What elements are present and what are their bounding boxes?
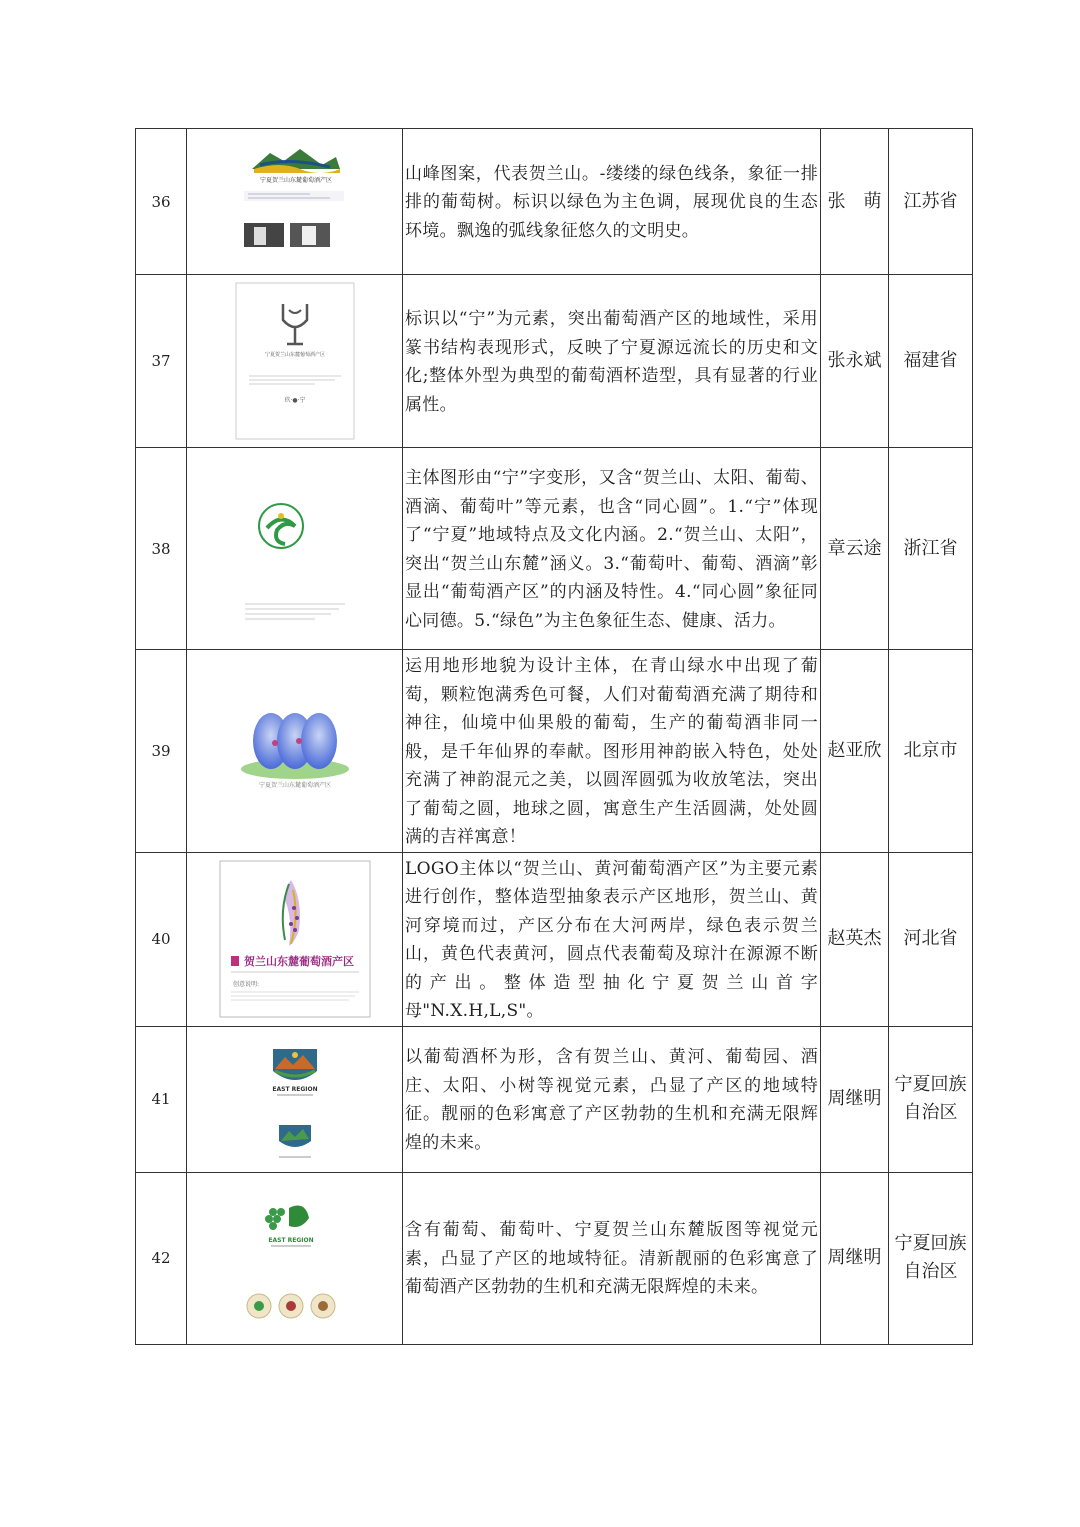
logo-image xyxy=(187,448,403,650)
grape-orbs-logo-icon xyxy=(235,701,355,801)
logo-image xyxy=(187,650,403,853)
designer-province: 宁夏回族自治区 xyxy=(889,1172,973,1344)
logo-note: 创意说明: xyxy=(232,981,259,988)
designer-province: 宁夏回族自治区 xyxy=(889,1026,973,1172)
entries-table xyxy=(135,128,973,1345)
designer-name: 周继明 xyxy=(821,1172,889,1344)
design-description: LOGO主体以“贺兰山、黄河葡萄酒产区”为主要元素进行创作，整体造型抽象表示产区地形，贺兰山、黄河穿境而过，产区分布在大河两岸，绿色表示贺兰山，黄色代表黄河，圆点代表葡萄及琼汁在源源不断的产出。整体造型抽化宁夏贺兰山首字母"N.X.H,L,S"。 xyxy=(403,852,821,1026)
design-description: 运用地形地貌为设计主体，在青山绿水中出现了葡萄，颗粒饱满秀色可餐，人们对葡萄酒充满了期待和神往，仙境中仙果般的葡萄，生产的葡萄酒非同一般，是千年仙界的奉献。图形用神韵嵌入特色，处处充满了神韵混元之美，以圆浑圆弧为收放笔法，突出了葡萄之圆，地球之圆，寓意生产生活圆满，处处圆满的吉祥寓意！ xyxy=(403,650,821,853)
entry-number: 36 xyxy=(136,129,187,275)
logo-caption: EAST REGION xyxy=(267,1237,314,1244)
entry-number: 40 xyxy=(136,852,187,1026)
designer-province: 浙江省 xyxy=(889,448,973,650)
logo-image xyxy=(187,852,403,1026)
designer-province: 河北省 xyxy=(889,852,973,1026)
logo-image xyxy=(187,275,403,448)
logo-image xyxy=(187,1026,403,1172)
table-row xyxy=(136,1172,973,1344)
logo-caption: 宁夏贺兰山东麓葡萄酒产区 xyxy=(258,781,331,789)
designer-name: 赵英杰 xyxy=(821,852,889,1026)
designer-name: 章云途 xyxy=(821,448,889,650)
table-row xyxy=(136,650,973,853)
logo-caption: 宁夏贺兰山东麓葡萄酒产区 xyxy=(264,352,325,358)
entry-number: 41 xyxy=(136,1026,187,1172)
mountain-logo-icon xyxy=(240,147,350,257)
design-description: 主体图形由“宁”字变形，又含“贺兰山、太阳、葡萄、酒滴、葡萄叶”等元素，也含“同心圆”。1.“宁”体现了“宁夏”地域特点及文化内涵。2.“贺兰山、太阳”，突出“贺兰山东麓”涵义。3.“葡萄叶、葡萄、酒滴”彰显出“葡萄酒产区”的内涵及特性。4.“同心圆”象征同心同德。5.“绿色”为主色象征生态、健康、活力。 xyxy=(403,448,821,650)
logo-image xyxy=(187,129,403,275)
designer-province: 江苏省 xyxy=(889,129,973,275)
designer-name: 张永斌 xyxy=(821,275,889,448)
designer-province: 北京市 xyxy=(889,650,973,853)
designer-name: 张 萌 xyxy=(821,129,889,275)
design-description: 以葡萄酒杯为形，含有贺兰山、黄河、葡萄园、酒庄、太阳、小树等视觉元素，凸显了产区的地域特征。靓丽的色彩寓意了产区勃勃的生机和充满无限辉煌的未来。 xyxy=(403,1026,821,1172)
logo-caption: 宁夏贺兰山东麓葡萄酒产区 xyxy=(259,176,332,184)
logo-caption: 贺兰山东麓葡萄酒产区 xyxy=(243,955,354,968)
table-row xyxy=(136,275,973,448)
table-row xyxy=(136,852,973,1026)
wine-glass-logo-icon xyxy=(235,282,355,440)
purple-feather-logo-icon xyxy=(219,860,371,1018)
grape-leaf-logo-icon xyxy=(235,1178,355,1338)
designer-name: 周继明 xyxy=(821,1026,889,1172)
table-row xyxy=(136,1026,973,1172)
logo-footer: 玖·●·宁 xyxy=(283,397,306,404)
logo-image xyxy=(187,1172,403,1344)
table-row xyxy=(136,129,973,275)
green-circle-logo-icon xyxy=(235,464,355,634)
designer-province: 福建省 xyxy=(889,275,973,448)
design-description: 山峰图案，代表贺兰山。-缕缕的绿色线条，象征一排排的葡萄树。标识以绿色为主色调，展现优良的生态环境。飘逸的弧线象征悠久的文明史。 xyxy=(403,129,821,275)
designer-name: 赵亚欣 xyxy=(821,650,889,853)
logo-caption: EAST REGION xyxy=(271,1086,318,1093)
entry-number: 38 xyxy=(136,448,187,650)
entry-number: 39 xyxy=(136,650,187,853)
design-description: 标识以“宁”为元素，突出葡萄酒产区的地域性，采用篆书结构表现形式，反映了宁夏源远流长的历史和文化;整体外型为典型的葡萄酒杯造型，具有显著的行业属性。 xyxy=(403,275,821,448)
table-row xyxy=(136,448,973,650)
entry-number: 42 xyxy=(136,1172,187,1344)
design-description: 含有葡萄、葡萄叶、宁夏贺兰山东麓版图等视觉元素，凸显了产区的地域特征。清新靓丽的色彩寓意了葡萄酒产区勃勃的生机和充满无限辉煌的未来。 xyxy=(403,1172,821,1344)
entry-number: 37 xyxy=(136,275,187,448)
shield-logo-icon xyxy=(235,1029,355,1169)
